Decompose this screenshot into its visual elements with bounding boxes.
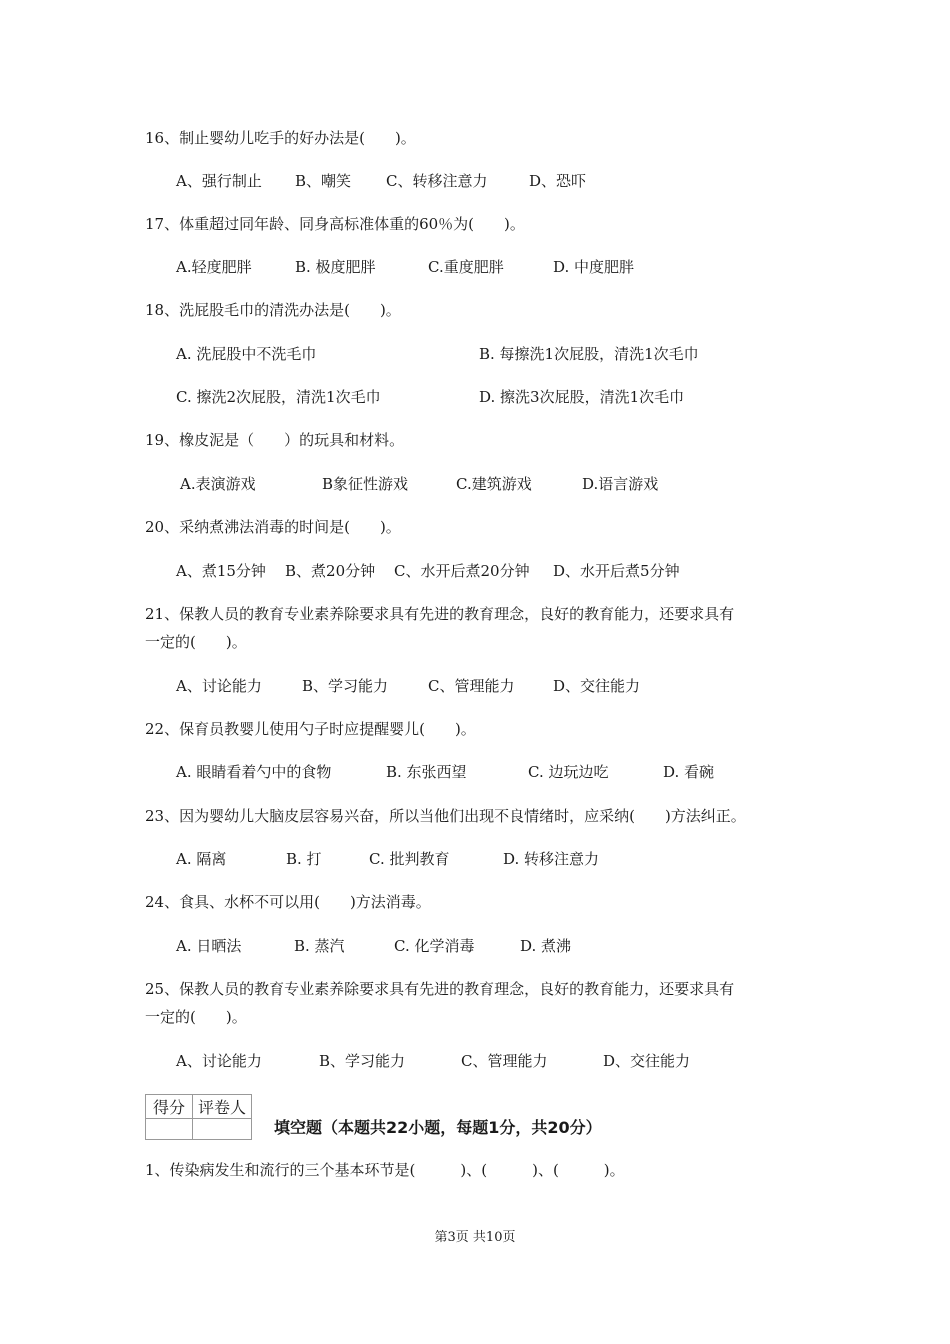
question-19-stem: 19、橡皮泥是（ ）的玩具和材料。 xyxy=(145,431,405,449)
option-d: D. 看碗 xyxy=(663,763,715,781)
question-25-stem-cont: 一定的( )。 xyxy=(145,1008,247,1026)
question-18-stem: 18、洗屁股毛巾的清洗办法是( )。 xyxy=(145,301,401,319)
option-b: B、学习能力 xyxy=(319,1052,406,1070)
option-c: C、转移注意力 xyxy=(386,172,488,190)
option-b: B. 打 xyxy=(286,850,322,868)
option-b: B. 每擦洗1次屁股，清洗1次毛巾 xyxy=(479,345,699,363)
option-a: A.轻度肥胖 xyxy=(176,258,252,276)
question-21-stem: 21、保教人员的教育专业素养除要求具有先进的教育理念，良好的教育能力，还要求具有 xyxy=(145,605,735,623)
option-b: B. 东张西望 xyxy=(386,763,467,781)
option-d: D、水开后煮5分钟 xyxy=(553,562,680,580)
grader-cell xyxy=(193,1119,252,1140)
section-title: 填空题（本题共22小题，每题1分，共20分） xyxy=(274,1118,602,1137)
option-d: D. 擦洗3次屁股，清洗1次毛巾 xyxy=(479,388,685,406)
option-b: B. 极度肥胖 xyxy=(295,258,376,276)
option-c: C.建筑游戏 xyxy=(456,475,532,493)
option-b: B. 蒸汽 xyxy=(294,937,345,955)
option-a: A. 洗屁股中不洗毛巾 xyxy=(176,345,317,363)
question-23-stem: 23、因为婴幼儿大脑皮层容易兴奋，所以当他们出现不良情绪时，应采纳( )方法纠正。 xyxy=(145,807,746,825)
score-label: 得分 xyxy=(146,1095,193,1119)
option-d: D、交往能力 xyxy=(603,1052,691,1070)
option-b: B、嘲笑 xyxy=(295,172,352,190)
option-d: D.语言游戏 xyxy=(582,475,659,493)
option-d: D. 转移注意力 xyxy=(503,850,600,868)
option-d: D. 煮沸 xyxy=(520,937,572,955)
option-a: A.表演游戏 xyxy=(180,475,256,493)
option-c: C. 批判教育 xyxy=(369,850,450,868)
option-c: C. 擦洗2次屁股，清洗1次毛巾 xyxy=(176,388,381,406)
option-c: C、管理能力 xyxy=(428,677,515,695)
question-22-stem: 22、保育员教婴儿使用勺子时应提醒婴儿( )。 xyxy=(145,720,476,738)
question-24-stem: 24、食具、水杯不可以用( )方法消毒。 xyxy=(145,893,431,911)
option-d: D、恐吓 xyxy=(529,172,587,190)
option-a: A、讨论能力 xyxy=(176,1052,262,1070)
question-17-stem: 17、体重超过同年龄、同身高标准体重的60％为( )。 xyxy=(145,215,525,233)
option-b: B、学习能力 xyxy=(302,677,389,695)
question-21-stem-cont: 一定的( )。 xyxy=(145,633,247,651)
score-cell xyxy=(146,1119,193,1140)
fill-question-1: 1、传染病发生和流行的三个基本环节是( )、( )、( )。 xyxy=(145,1161,625,1179)
page-footer: 第3页 共10页 xyxy=(434,1230,516,1245)
option-b: B、煮20分钟 xyxy=(285,562,376,580)
option-d: D、交往能力 xyxy=(553,677,641,695)
option-d: D. 中度肥胖 xyxy=(553,258,635,276)
option-a: A. 隔离 xyxy=(176,850,227,868)
option-c: C.重度肥胖 xyxy=(428,258,504,276)
option-a: A、煮15分钟 xyxy=(176,562,266,580)
option-a: A. 日晒法 xyxy=(176,937,242,955)
score-table xyxy=(145,1094,252,1140)
option-a: A. 眼睛看着勺中的食物 xyxy=(176,763,332,781)
option-c: C、水开后煮20分钟 xyxy=(394,562,530,580)
question-25-stem: 25、保教人员的教育专业素养除要求具有先进的教育理念，良好的教育能力，还要求具有 xyxy=(145,980,735,998)
option-c: C. 化学消毒 xyxy=(394,937,475,955)
question-20-stem: 20、采纳煮沸法消毒的时间是( )。 xyxy=(145,518,401,536)
option-a: A、讨论能力 xyxy=(176,677,262,695)
question-16-stem: 16、制止婴幼儿吃手的好办法是( )。 xyxy=(145,129,416,147)
option-b: B象征性游戏 xyxy=(322,475,409,493)
option-c: C. 边玩边吃 xyxy=(528,763,609,781)
option-c: C、管理能力 xyxy=(461,1052,548,1070)
grader-label: 评卷人 xyxy=(193,1095,252,1119)
option-a: A、强行制止 xyxy=(176,172,262,190)
